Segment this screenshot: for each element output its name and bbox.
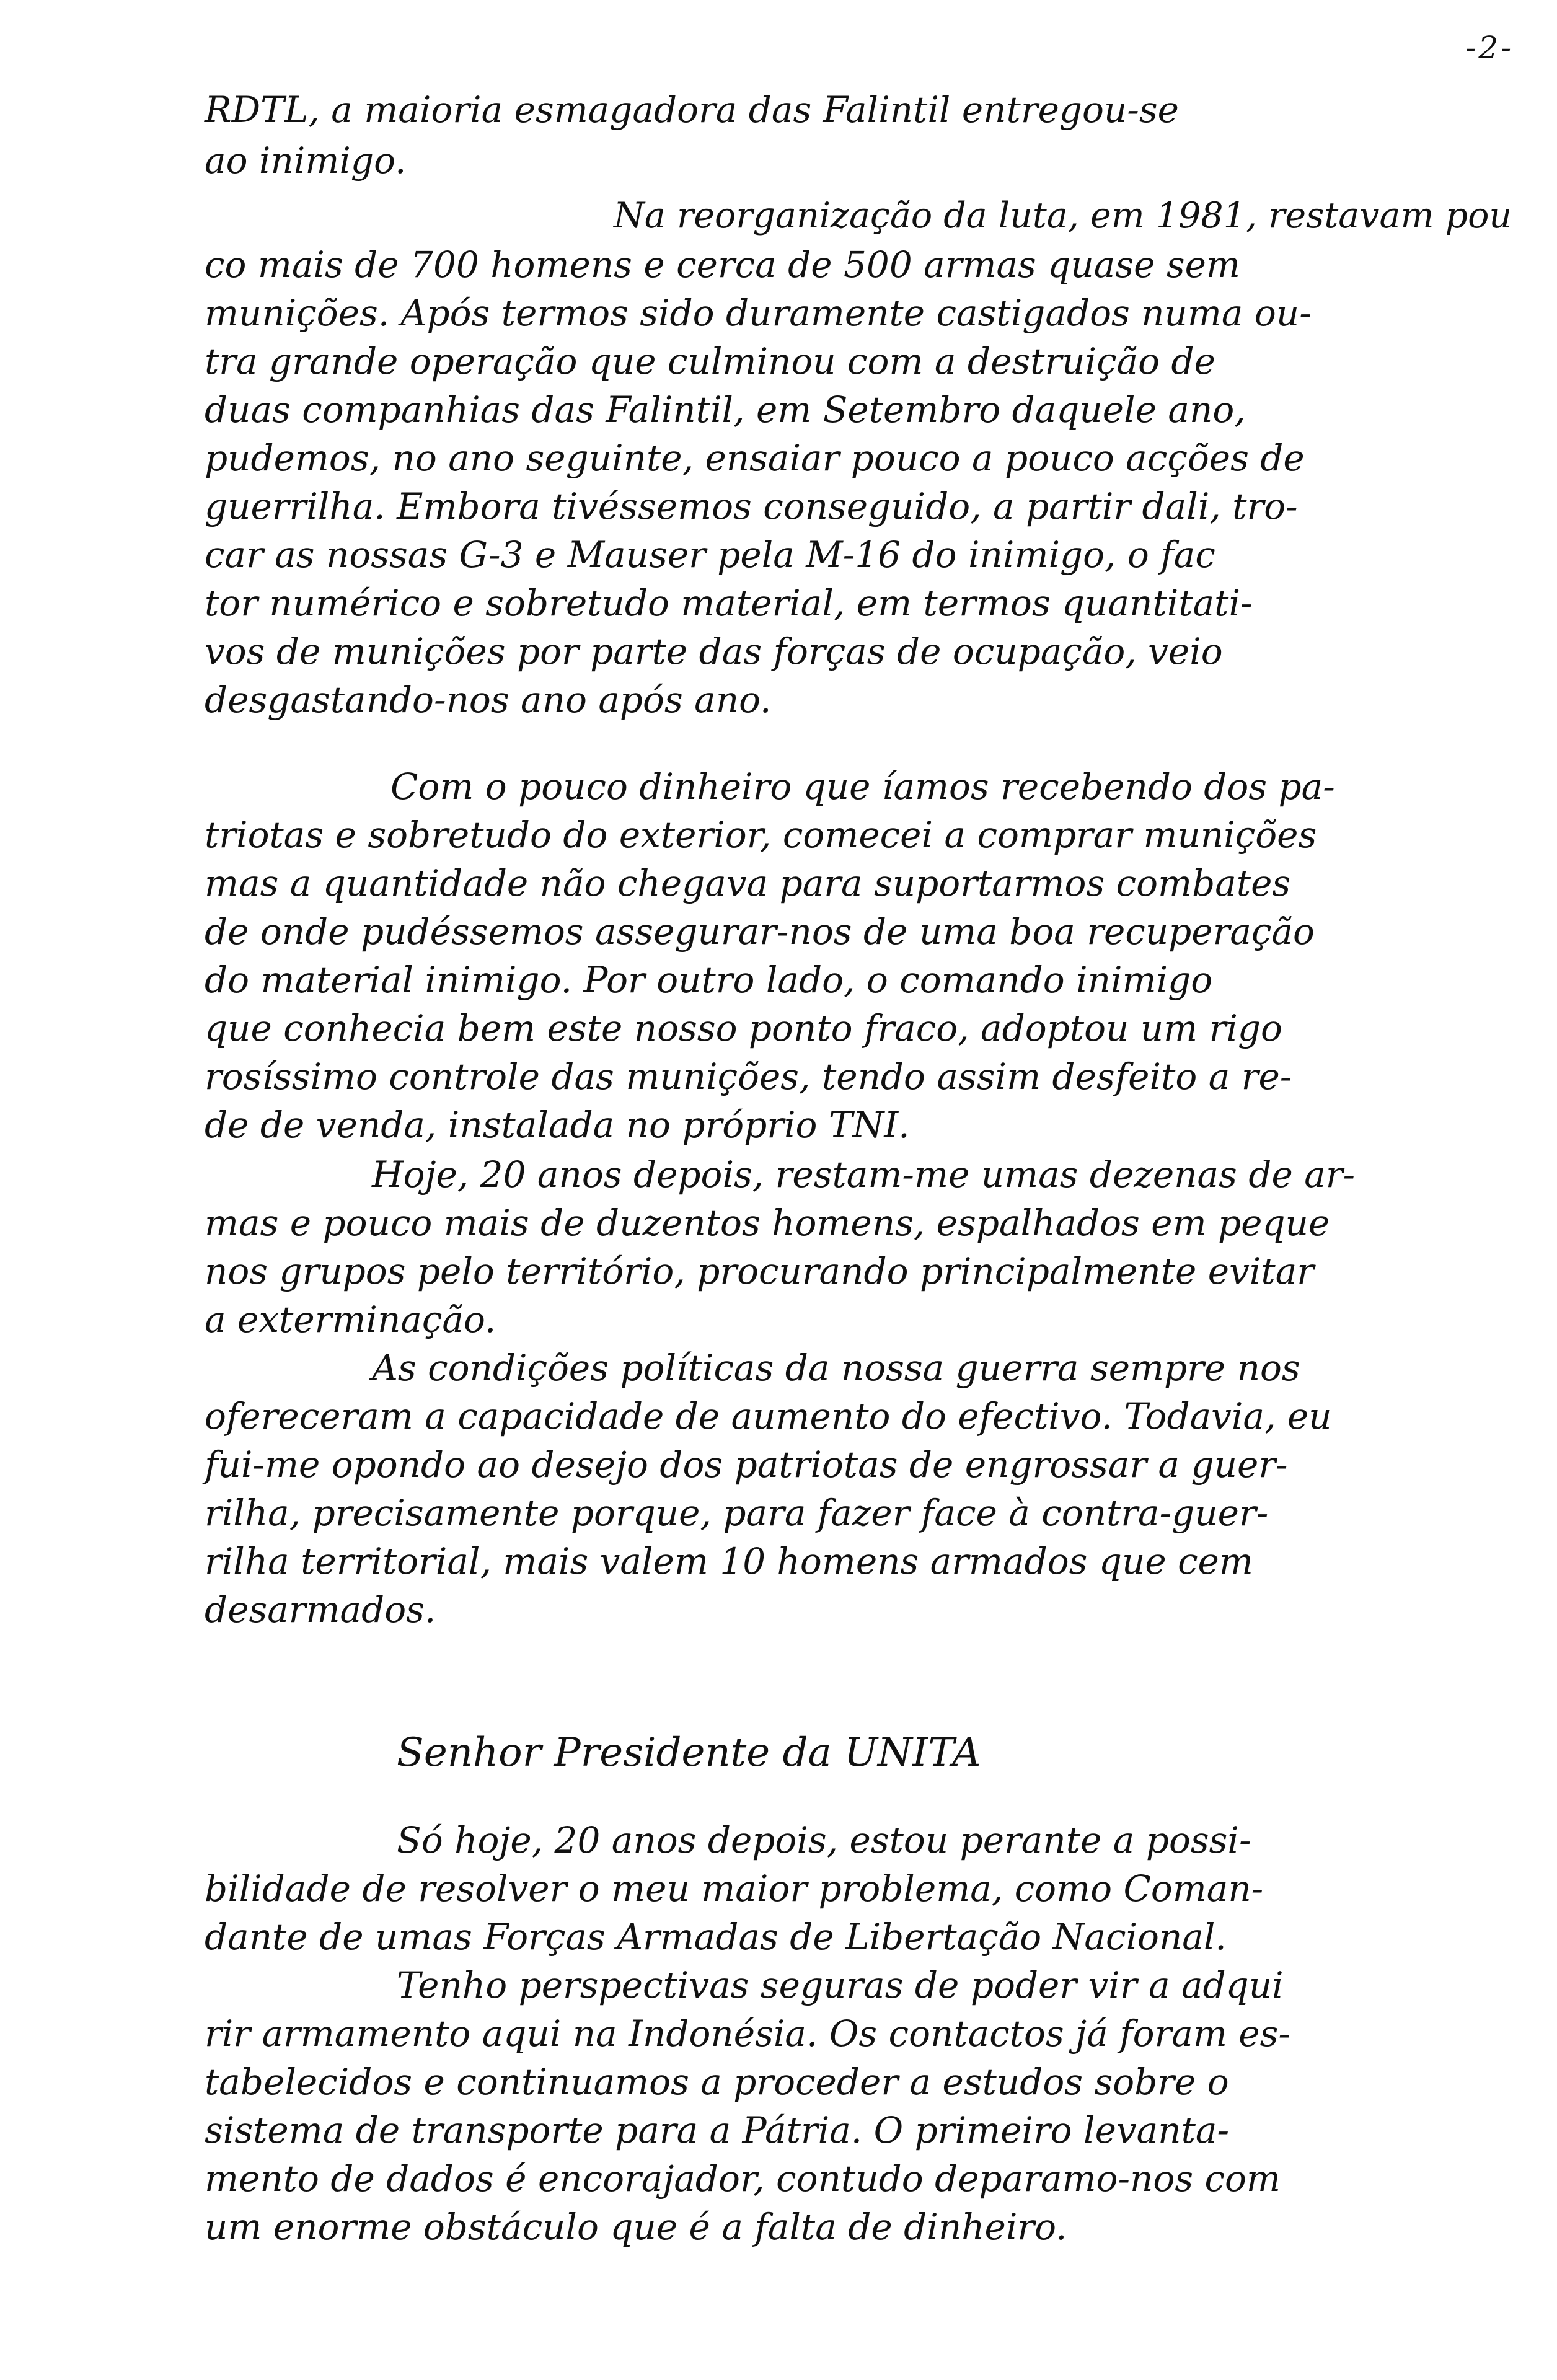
text-line: ao inimigo.: [205, 139, 407, 182]
text-line: tra grande operação que culminou com a destruição de: [205, 340, 1215, 382]
text-line: tor numérico e sobretudo material, em termos quantitati-: [205, 582, 1253, 624]
text-line: de onde pudéssemos assegurar-nos de uma boa recuperação: [205, 910, 1315, 953]
text-line: rilha, precisamente porque, para fazer face à contra-guer-: [205, 1492, 1269, 1534]
text-line: rilha territorial, mais valem 10 homens armados que cem: [205, 1540, 1253, 1582]
text-line: que conhecia bem este nosso ponto fraco, adoptou um rigo: [205, 1007, 1282, 1049]
text-line: Hoje, 20 anos depois, restam-me umas dezenas de ar-: [372, 1153, 1356, 1196]
text-line: RDTL, a maioria esmagadora das Falintil entregou-se: [205, 89, 1179, 131]
text-line: desgastando-nos ano após ano.: [205, 679, 772, 721]
text-line: desarmados.: [205, 1589, 436, 1631]
text-line: Tenho perspectivas seguras de poder vir a adqui: [397, 1964, 1284, 2006]
text-line: tabelecidos e continuamos a proceder a estudos sobre o: [205, 2061, 1229, 2103]
text-line: rir armamento aqui na Indonésia. Os contactos já foram es-: [205, 2012, 1290, 2055]
text-line: duas companhias das Falintil, em Setembro daquele ano,: [205, 389, 1246, 431]
page-number: -2-: [1465, 30, 1514, 66]
text-line: Na reorganização da luta, em 1981, restavam pou: [614, 195, 1512, 236]
text-line: bilidade de resolver o meu maior problema, como Coman-: [205, 1867, 1264, 1910]
text-line: do material inimigo. Por outro lado, o comando inimigo: [205, 959, 1213, 1001]
text-line: dante de umas Forças Armadas de Libertação Nacional.: [205, 1916, 1227, 1958]
text-line: As condições políticas da nossa guerra sempre nos: [372, 1347, 1300, 1389]
text-line: ofereceram a capacidade de aumento do efectivo. Todavia, eu: [205, 1395, 1332, 1437]
text-line: munições. Após termos sido duramente castigados numa ou-: [205, 292, 1312, 334]
salutation-heading: Senhor Presidente da UNITA: [397, 1730, 981, 1776]
text-line: Com o pouco dinheiro que íamos recebendo dos pa-: [390, 765, 1335, 808]
text-line: car as nossas G-3 e Mauser pela M-16 do inimigo, o fac: [205, 534, 1215, 576]
text-line: guerrilha. Embora tivéssemos conseguido, a partir dali, tro-: [205, 485, 1298, 527]
text-line: a exterminação.: [205, 1298, 496, 1341]
text-line: triotas e sobretudo do exterior, comecei a comprar munições: [205, 814, 1317, 856]
text-line: co mais de 700 homens e cerca de 500 armas quase sem: [205, 244, 1240, 286]
text-line: mas a quantidade não chegava para suportarmos combates: [205, 862, 1291, 904]
text-line: sistema de transporte para a Pátria. O primeiro levanta-: [205, 2109, 1230, 2151]
text-line: fui-me opondo ao desejo dos patriotas de engrossar a guer-: [205, 1443, 1288, 1486]
text-line: Só hoje, 20 anos depois, estou perante a possi-: [397, 1819, 1251, 1861]
text-line: de de venda, instalada no próprio TNI.: [205, 1104, 910, 1146]
text-line: um enorme obstáculo que é a falta de dinheiro.: [205, 2206, 1067, 2248]
text-line: rosíssimo controle das munições, tendo assim desfeito a re-: [205, 1056, 1292, 1098]
text-line: mento de dados é encorajador, contudo deparamo-nos com: [205, 2157, 1281, 2200]
text-line: nos grupos pelo território, procurando principalmente evitar: [205, 1250, 1315, 1292]
text-line: vos de munições por parte das forças de ocupação, veio: [205, 630, 1223, 672]
text-line: pudemos, no ano seguinte, ensaiar pouco a pouco acções de: [205, 437, 1305, 479]
text-line: mas e pouco mais de duzentos homens, espalhados em peque: [205, 1202, 1330, 1244]
